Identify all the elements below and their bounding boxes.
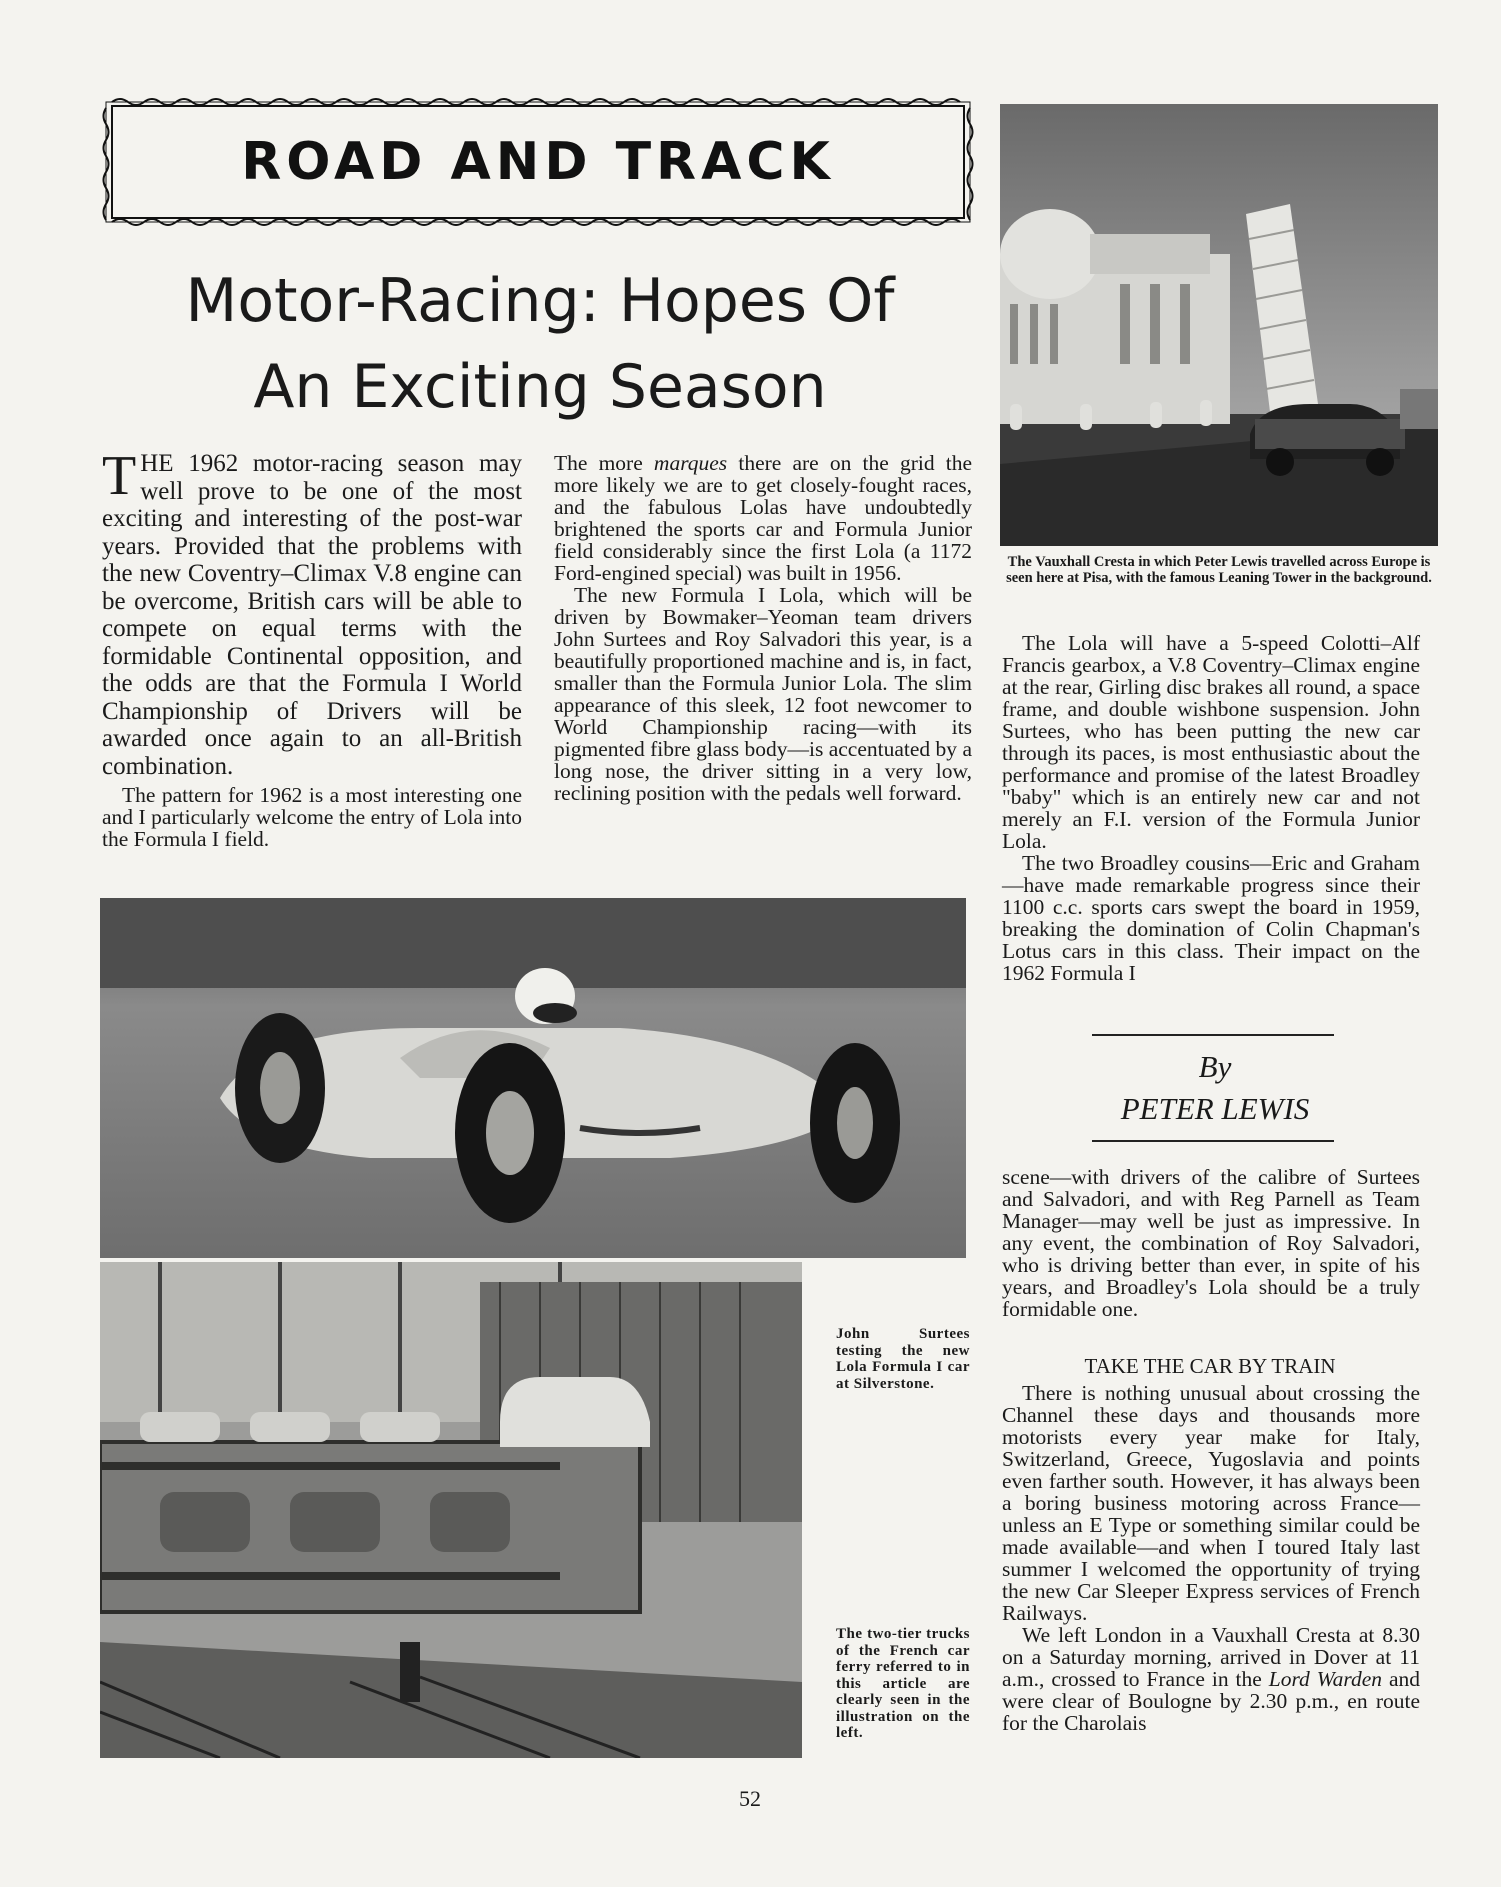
column-1 <box>102 445 522 872</box>
headline <box>120 258 960 430</box>
col2-p1-em: marques <box>653 451 728 475</box>
column-3-top <box>1002 632 1420 984</box>
section-banner <box>100 94 976 230</box>
col2-p1-b: there are on the grid the more likely we are to get closely-fought races, and the fabulous Lolas have undoubtedly brightened the sports car and Formula Junior field considerably since the first Lola (a 1172 Ford-engined special) was built in 1956. <box>554 451 972 585</box>
byline-rule-bottom <box>1092 1140 1334 1142</box>
train-caption: The two-tier trucks of the French car ferry referred to in this article are clearly seen in the illustration on the left. <box>836 1626 970 1741</box>
lead-text: HE 1962 motor-racing season may well prove to be one of the most exciting and interesting of the post-war years. Provided that the problems with the new Coventry–Climax V.8 engine can be overcome, British cars will be able to compete on equal terms with the formidable Continental opposition, and the odds are that the Formula I World Championship of Drivers will be awarded once again to an all-British combination. <box>102 450 522 780</box>
col2-paragraph-1 <box>554 452 972 584</box>
lola-photo <box>100 898 966 1258</box>
col3-p5-a: We left London in a Vauxhall Cresta at 8.30 on a Saturday morning, arrived in Dover at 11 a.m., crossed to France in the <box>1002 1623 1420 1691</box>
subhead-train: TAKE THE CAR BY TRAIN <box>1084 1354 1336 1378</box>
col3-paragraph-5 <box>1002 1624 1420 1734</box>
lead-paragraph <box>102 445 522 780</box>
col3-p5-em: Lord Warden <box>1268 1667 1383 1691</box>
col3-paragraph-1: The Lola will have a 5-speed Colotti–Alf Francis gearbox, a V.8 Coventry–Climax engine at the rear, Girling disc brakes all round, a space frame, and double wishbone suspension. John Surtees, who has been putting the new car through its paces, is most enthusiastic about the performance and promise of the latest Broadley "baby" which is an entirely new car and not merely an F.I. version of the Formula Junior Lola. <box>1002 631 1420 853</box>
column-2 <box>554 452 972 804</box>
col3-p5-b: and were clear of Boulogne by 2.30 p.m., en route for the Charolais <box>1002 1667 1421 1735</box>
headline-line-2: An Exciting Season <box>253 352 827 422</box>
pisa-caption: The Vauxhall Cresta in which Peter Lewis travelled across Europe is seen here at Pisa, with the famous Leaning Tower in the background. <box>1006 554 1432 586</box>
pisa-photo <box>1000 104 1438 546</box>
lola-caption: John Surtees testing the new Lola Formula I car at Silverstone. <box>836 1326 970 1392</box>
byline-rule-top <box>1092 1034 1334 1036</box>
byline-author: PETER LEWIS <box>1120 1091 1310 1126</box>
drop-cap: T <box>102 445 137 507</box>
col2-paragraph-2: The new Formula I Lola, which will be driven by Bowmaker–Yeoman team drivers John Surtees and Roy Salvadori this year, is a beautifully proportioned machine and is, in fact, smaller than the Formula Junior Lola. The slim appearance of this sleek, 12 foot newcomer to World Championship racing—with its pigmented fibre glass body—is accentuated by a long nose, the driver sitting in a very low, reclining position with the pedals well forward. <box>554 583 972 805</box>
col3-paragraph-3: scene—with drivers of the calibre of Surtees and Salvadori, and with Reg Parnell as Team Manager—may well be just as impressive. In any event, the combination of Roy Salvadori, who is driving better than ever, in spite of his years, and Broadley's Lola should be a truly formidable one. <box>1002 1165 1420 1321</box>
train-photo <box>100 1262 802 1758</box>
col1-paragraph-2: The pattern for 1962 is a most interesting one and I particularly welcome the entry of Lola into the Formula I field. <box>102 783 522 851</box>
col3-paragraph-2: The two Broadley cousins—Eric and Graham—have made remarkable progress since their 1100 c.c. sports cars swept the board in 1959, breaking the domination of Colin Chapman's Lotus cars in this class. Their impact on the 1962 Formula I <box>1002 851 1420 985</box>
column-3-bottom <box>1002 1166 1420 1320</box>
byline-by: By <box>1198 1049 1232 1084</box>
page-number: 52 <box>739 1786 761 1811</box>
byline <box>1005 1046 1425 1130</box>
col2-p1-a: The more <box>554 451 654 475</box>
col3-paragraph-4: There is nothing unusual about crossing the Channel these days and thousands more motorists every year make for Italy, Switzerland, Greece, Yugoslavia and points even farther south. However, it has always been a boring business motoring across France—unless an E Type or something similar could be made available—and when I toured Italy last summer I welcomed the opportunity of trying the new Car Sleeper Express services of French Railways. <box>1002 1381 1420 1625</box>
headline-line-1: Motor-Racing: Hopes Of <box>185 266 895 336</box>
section-title: ROAD AND TRACK <box>241 132 835 192</box>
column-3-train <box>1002 1382 1420 1734</box>
